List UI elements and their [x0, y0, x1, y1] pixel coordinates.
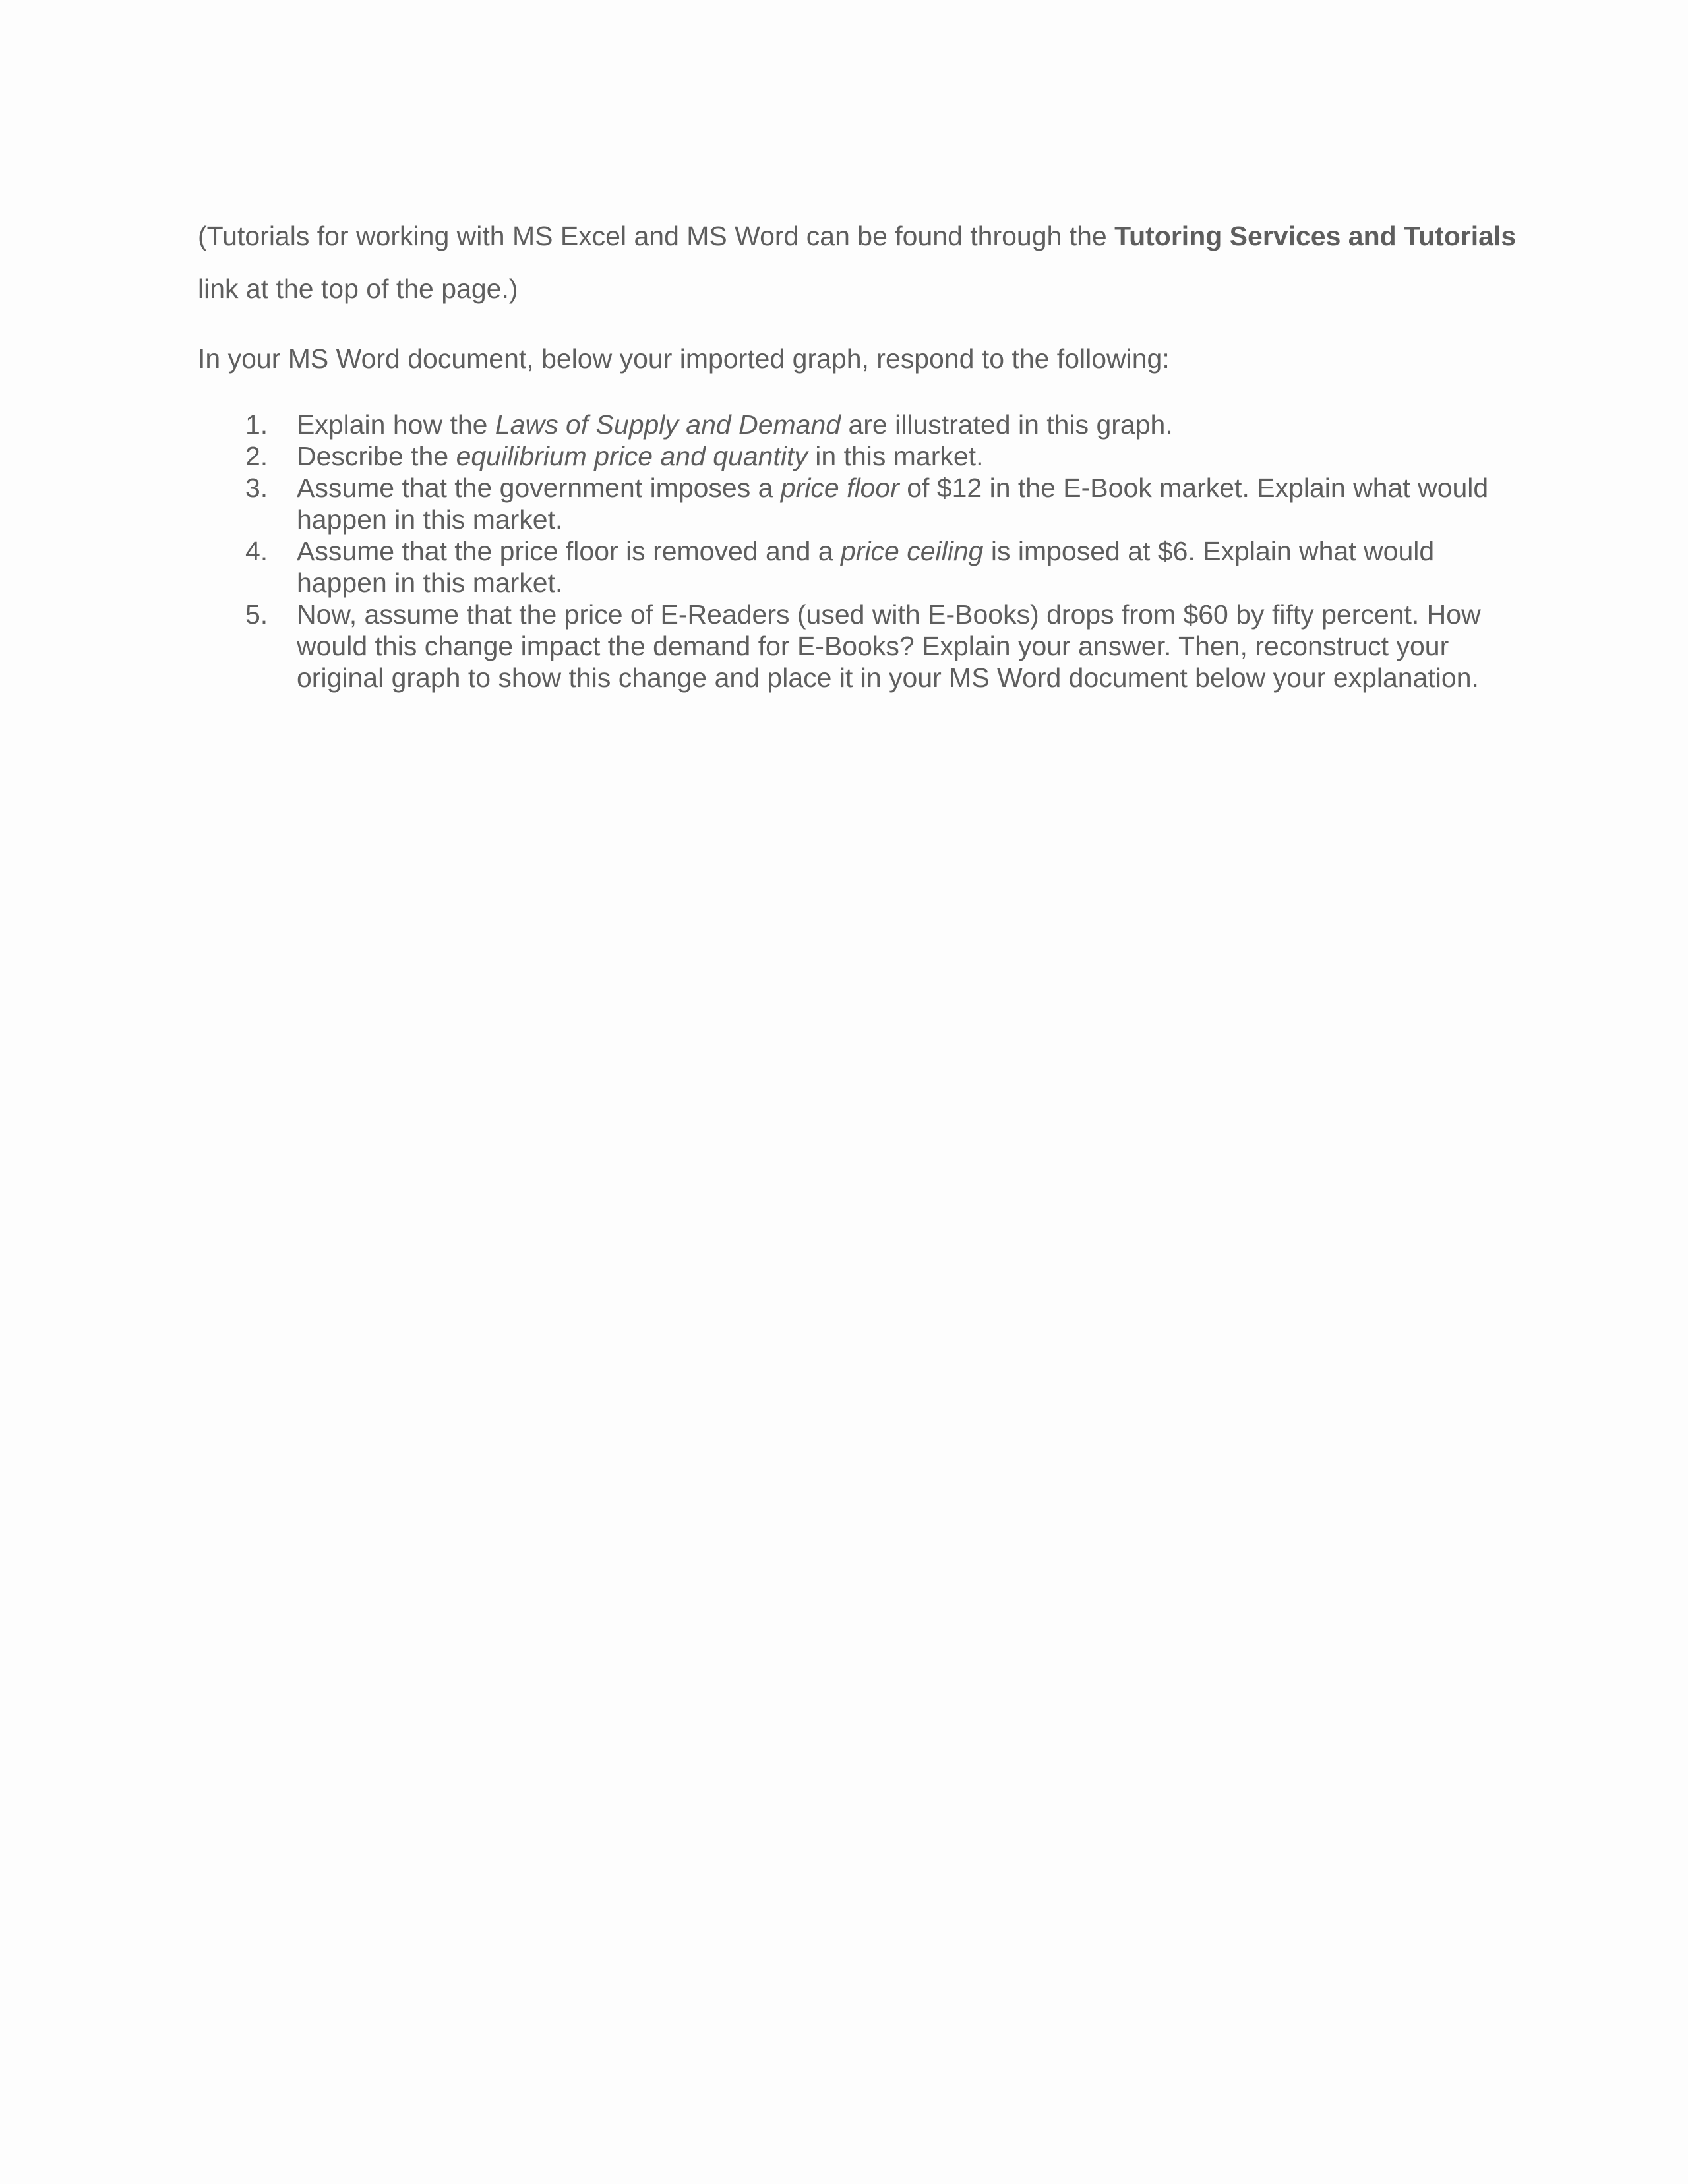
question-text: Now, assume that the price of E-Readers (used with E-Books) drops from $60 by fifty percent. How would this change impact the demand for E-Books? Explain your answer. Then, reconstruct your original graph to show this change and place it in your MS Word document below your explanation.	[297, 599, 1481, 693]
question-text-post: in this market.	[807, 441, 984, 471]
question-emphasis: price ceiling	[840, 536, 984, 566]
tutorials-note-pre: (Tutorials for working with MS Excel and MS Word can be found through the	[198, 221, 1115, 251]
tutoring-services-link-text: Tutoring Services and Tutorials	[1114, 221, 1517, 251]
question-text-pre: Assume that the government imposes a	[297, 473, 781, 503]
question-number: 1.	[245, 409, 268, 440]
question-number: 5.	[245, 599, 268, 630]
question-item-2	[198, 440, 1490, 472]
question-emphasis: Laws of Supply and Demand	[495, 409, 841, 440]
question-emphasis: equilibrium price and quantity	[456, 441, 808, 471]
question-item-3	[198, 472, 1490, 535]
question-text-post: is imposed at $6. Explain what would happen in this market.	[297, 536, 1435, 598]
question-item-4	[198, 535, 1490, 599]
question-list	[198, 409, 1490, 694]
question-text-pre: Describe the	[297, 441, 456, 471]
question-item-5	[198, 599, 1490, 694]
question-text-post: are illustrated in this graph.	[841, 409, 1173, 440]
question-number: 3.	[245, 473, 268, 503]
question-item-1	[198, 409, 1490, 440]
question-number: 2.	[245, 441, 268, 471]
question-emphasis: price floor	[780, 473, 899, 503]
question-text-pre: Explain how the	[297, 409, 495, 440]
question-number: 4.	[245, 536, 268, 566]
question-text-post: of $12 in the E-Book market. Explain what would happen in this market.	[297, 473, 1489, 535]
instructions-lead: In your MS Word document, below your imported graph, respond to the following:	[198, 343, 1170, 374]
tutorials-note	[198, 210, 1517, 315]
question-text-pre: Assume that the price floor is removed and a	[297, 536, 841, 566]
tutorials-note-post: link at the top of the page.)	[198, 274, 518, 304]
